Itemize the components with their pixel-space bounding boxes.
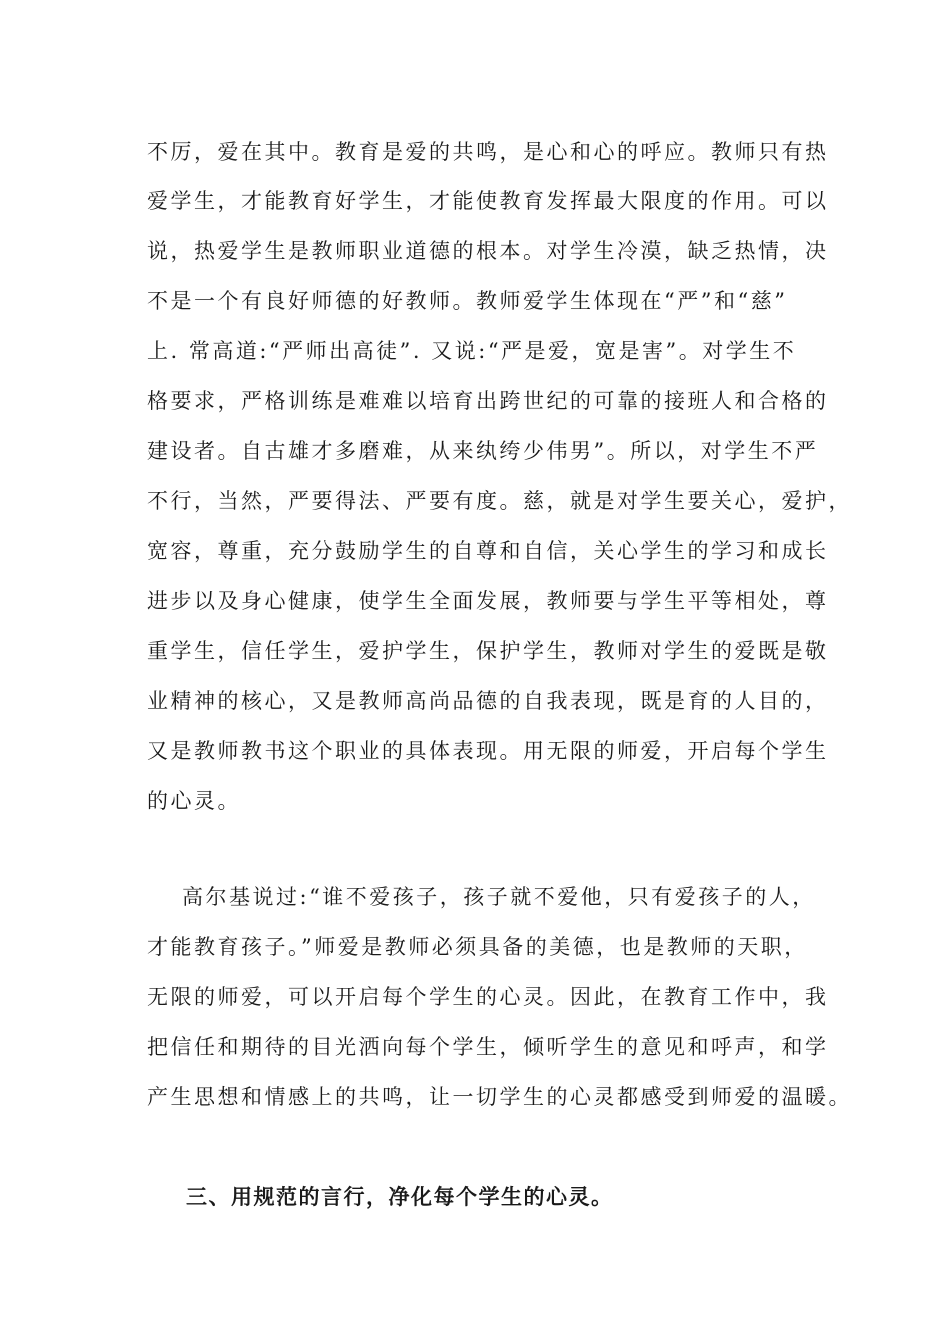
text-line: 高尔基说过:“谁不爱孩子，孩子就不爱他，只有爱孩子的人， [182, 885, 816, 909]
text-line: 爱学生，才能教育好学生，才能使教育发挥最大限度的作用。可以 [147, 189, 829, 213]
text-line: 不是一个有良好师德的好教师。教师爱学生体现在“严”和“慈” [147, 289, 788, 313]
text-line: 宽容，尊重，充分鼓励学生的自尊和自信，关心学生的学习和成长 [147, 539, 829, 563]
text-line: 产生思想和情感上的共鸣，让一切学生的心灵都感受到师爱的温暖。 [147, 1085, 852, 1109]
text-line: 进步以及身心健康，使学生全面发展，教师要与学生平等相处，尊 [147, 589, 829, 613]
text-line: 不厉，爱在其中。教育是爱的共鸣，是心和心的呼应。教师只有热 [147, 140, 829, 164]
text-line: 不行，当然，严要得法、严要有度。慈，就是对学生要关心，爱护， [147, 489, 852, 513]
text-line: 格要求，严格训练是难难以培育出跨世纪的可靠的接班人和合格的 [147, 389, 829, 413]
text-line: 才能教育孩子。”师爱是教师必须具备的美德，也是教师的天职， [147, 935, 808, 959]
section-heading: 三、用规范的言行，净化每个学生的心灵。 [186, 1184, 614, 1209]
text-line: 业精神的核心，又是教师高尚品德的自我表现，既是育的人目的， [147, 689, 829, 713]
text-line: 重学生，信任学生，爱护学生，保护学生，教师对学生的爱既是敬 [147, 639, 829, 663]
text-line: 无限的师爱，可以开启每个学生的心灵。因此，在教育工作中，我 [147, 985, 829, 1009]
text-line: 把信任和期待的目光洒向每个学生，倾听学生的意见和呼声，和学 [147, 1035, 829, 1059]
text-line: 说，热爱学生是教师职业道德的根本。对学生冷漠，缺乏热情，决 [147, 239, 829, 263]
text-line: 又是教师教书这个职业的具体表现。用无限的师爱，开启每个学生 [147, 739, 829, 763]
text-line: 的心灵。 [147, 789, 241, 813]
text-line: 建设者。自古雄才多磨难，从来纨绔少伟男”。所以，对学生不严 [147, 439, 819, 463]
text-line: 上. 常高道:“严师出高徒”. 又说:“严是爱，宽是害”。对学生不 [147, 339, 797, 363]
